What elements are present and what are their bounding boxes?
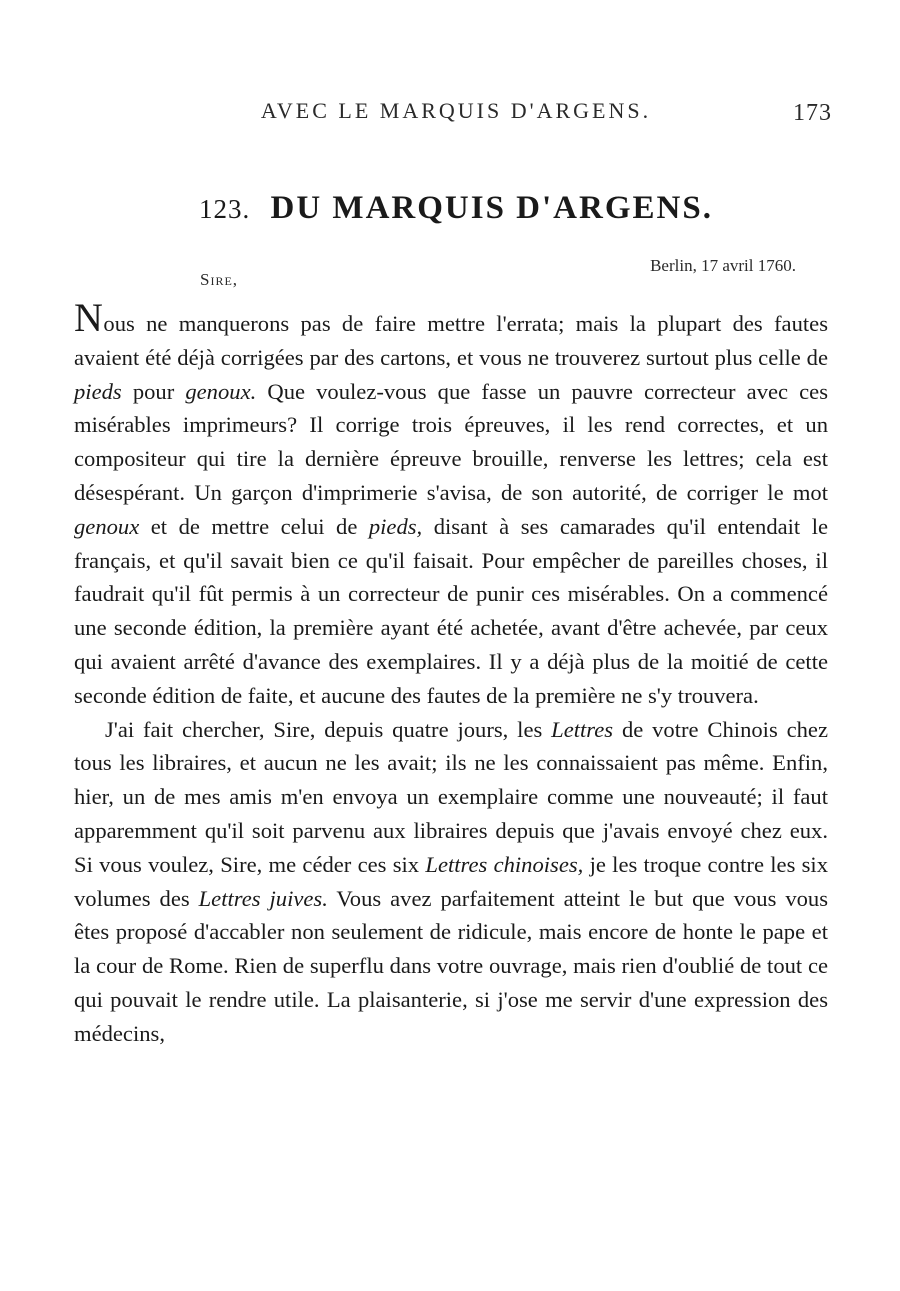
letter-title: DU MARQUIS D'ARGENS. bbox=[270, 190, 713, 226]
running-title: AVEC LE MARQUIS D'ARGENS. bbox=[260, 98, 652, 123]
italic-segment: pieds, bbox=[368, 513, 423, 539]
text-segment: pour bbox=[121, 378, 186, 404]
running-head bbox=[0, 98, 900, 128]
text-segment: disant à ses camarades qu'il entendait le français, et qu'il savait bien ce qu'il faisait. Pour empêcher de pareilles choses, il faudrait qu'il fût permis à un correcteur de punir ces misérables. On a commencé une seconde édition, la première ayant été achetée, avant d'être achevée, par ceux qui avaient arrêté d'avance des exemplaires. Il y a déjà plus de la moitié de cette seconde édition de faite, et aucune des fautes de la première ne s'y trouvera. bbox=[74, 513, 829, 708]
text-segment: et de mettre celui de bbox=[139, 513, 369, 539]
salutation: Sire, bbox=[200, 270, 239, 289]
dateline: Berlin, 17 avril 1760. bbox=[650, 256, 796, 275]
text-segment: Que voulez-vous que fasse un pauvre correcteur avec ces misérables imprimeurs? Il corrige trois épreuves, il les rend correctes, et un compositeur qui tire la dernière épreuve brouille, renverse les lettres; cela est désespérant. Un garçon d'imprimerie s'avisa, de son autorité, de corriger le mot bbox=[74, 378, 829, 505]
letter-body bbox=[74, 295, 829, 1051]
italic-segment: Lettres juives. bbox=[198, 885, 328, 911]
italic-segment: Lettres bbox=[551, 716, 614, 742]
paragraph-2 bbox=[74, 713, 828, 1051]
text-segment: ous ne manquerons pas de faire mettre l'errata; mais la plupart des fautes avaient été déjà corrigées par des cartons, et vous ne trouverez surtout plus celle de bbox=[74, 311, 828, 370]
text-segment: J'ai fait chercher, Sire, depuis quatre jours, les bbox=[105, 716, 552, 742]
text-segment: de votre Chinois chez tous les libraires, et aucun ne les avait; ils ne les connaissaient pas même. Enfin, hier, un de mes amis m'en envoya un exemplaire comme une nouveauté; il faut apparemment qu'il soit parvenu aux libraires depuis que j'avais envoyé chez eux. Si vous voulez, Sire, me céder ces six bbox=[74, 716, 828, 877]
drop-cap: N bbox=[74, 295, 104, 340]
letter-heading bbox=[0, 190, 900, 227]
italic-segment: pieds bbox=[74, 378, 122, 404]
letter-number: 123. bbox=[199, 194, 251, 224]
italic-segment: genoux. bbox=[185, 378, 257, 404]
text-segment: Vous avez parfaitement atteint le but que vous vous êtes proposé d'accabler non seulement de ridicule, mais encore de honte le pape et la cour de Rome. Rien de superflu dans votre ouvrage, mais rien d'oublié de tout ce qui pouvait le rendre utile. La plaisanterie, si j'ose me servir d'une expression des médecins, bbox=[74, 885, 829, 1046]
text-segment: je les troque contre les six volumes des bbox=[74, 851, 828, 911]
italic-segment: genoux bbox=[74, 513, 140, 539]
paragraph-1 bbox=[74, 295, 829, 713]
page-number: 173 bbox=[793, 100, 832, 126]
italic-segment: Lettres chinoises, bbox=[425, 851, 584, 877]
